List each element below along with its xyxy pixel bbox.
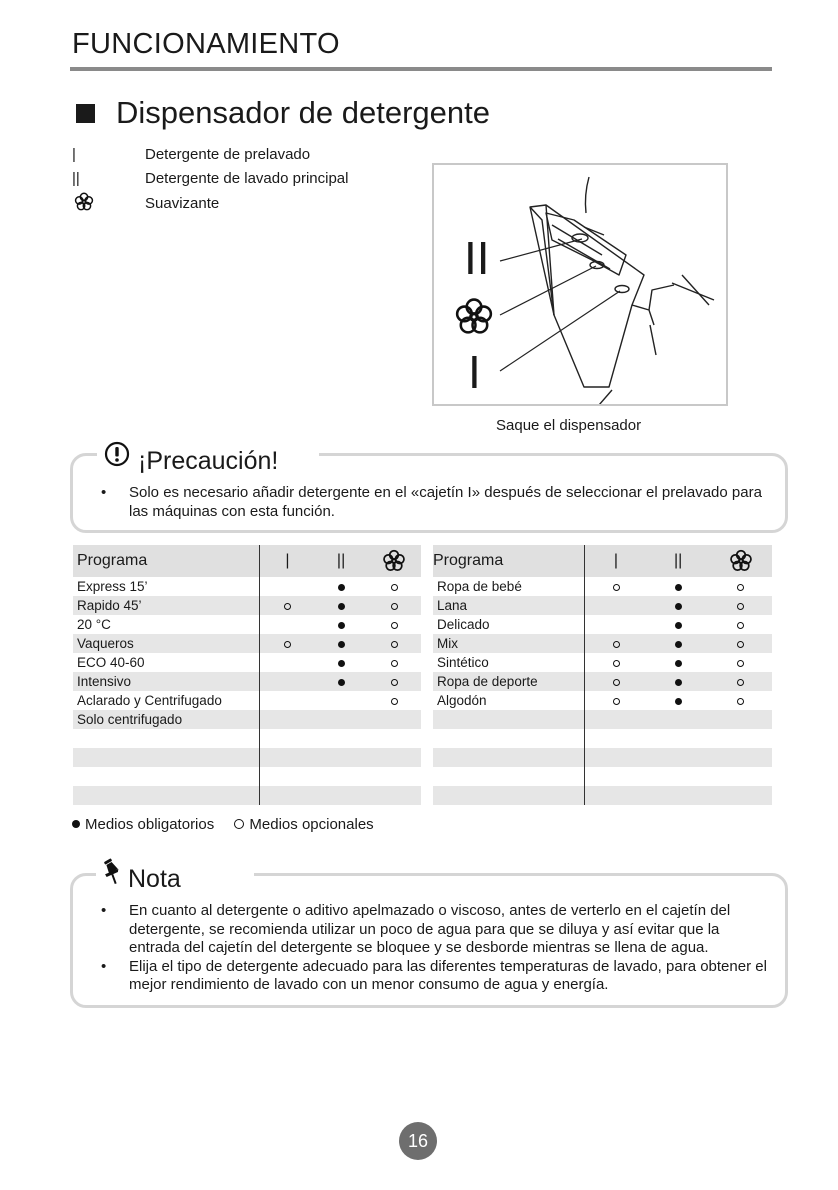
softener-cell xyxy=(368,710,421,729)
program-name xyxy=(73,767,260,786)
mainwash-cell xyxy=(315,615,368,634)
mainwash-cell xyxy=(647,767,710,786)
filled-dot-icon xyxy=(338,679,345,686)
softener-cell xyxy=(368,729,421,748)
softener-cell xyxy=(710,729,772,748)
figure-label-mainwash: II xyxy=(464,232,490,284)
softener-cell xyxy=(710,653,772,672)
empty-circle-icon xyxy=(737,698,744,705)
table-row xyxy=(433,672,772,691)
table-row xyxy=(433,596,772,615)
softener-cell xyxy=(710,672,772,691)
filled-dot-icon xyxy=(72,820,80,828)
program-name xyxy=(433,729,585,748)
filled-dot-icon xyxy=(675,660,682,667)
prewash-cell xyxy=(585,634,647,653)
filled-dot-icon xyxy=(675,584,682,591)
empty-circle-icon xyxy=(737,622,744,629)
program-name xyxy=(433,786,585,805)
figure-flower-icon xyxy=(452,295,496,339)
filled-dot-icon xyxy=(675,698,682,705)
pushpin-icon xyxy=(100,858,124,886)
program-name xyxy=(73,786,260,805)
column-header-softener xyxy=(368,545,421,577)
prewash-cell xyxy=(260,596,315,615)
empty-circle-icon xyxy=(737,641,744,648)
mainwash-cell xyxy=(315,691,368,710)
mainwash-cell xyxy=(315,767,368,786)
mainwash-cell xyxy=(647,634,710,653)
softener-cell xyxy=(368,596,421,615)
flower-icon xyxy=(381,548,407,574)
prewash-cell xyxy=(585,672,647,691)
table-row xyxy=(73,748,421,767)
mainwash-cell xyxy=(315,748,368,767)
softener-cell xyxy=(710,634,772,653)
softener-cell xyxy=(368,672,421,691)
empty-circle-icon xyxy=(391,603,398,610)
mainwash-cell xyxy=(315,729,368,748)
empty-circle-icon xyxy=(613,584,620,591)
softener-cell xyxy=(368,748,421,767)
table-row xyxy=(433,710,772,729)
empty-circle-icon xyxy=(613,698,620,705)
prewash-cell xyxy=(260,729,315,748)
prewash-cell xyxy=(585,615,647,634)
program-name xyxy=(73,748,260,767)
legend-optional: Medios opcionales xyxy=(249,816,374,833)
softener-cell xyxy=(710,596,772,615)
column-header-program: Programa xyxy=(73,545,260,577)
program-name: Delicado xyxy=(437,617,490,632)
note-list xyxy=(70,902,770,995)
empty-circle-icon xyxy=(391,584,398,591)
table-row xyxy=(73,729,421,748)
column-header-prewash: | xyxy=(585,545,647,577)
empty-circle-icon xyxy=(737,603,744,610)
table-row xyxy=(73,596,421,615)
exclamation-circle-icon xyxy=(104,441,130,467)
prewash-cell xyxy=(585,596,647,615)
softener-cell xyxy=(368,767,421,786)
mainwash-cell xyxy=(315,577,368,596)
mainwash-cell xyxy=(647,748,710,767)
mainwash-cell xyxy=(647,672,710,691)
mainwash-cell xyxy=(647,615,710,634)
figure-label-prewash: I xyxy=(468,346,481,398)
mainwash-cell xyxy=(315,596,368,615)
column-header-mainwash: || xyxy=(315,545,368,577)
table-row xyxy=(73,615,421,634)
filled-dot-icon xyxy=(338,641,345,648)
softener-cell xyxy=(710,748,772,767)
prewash-cell xyxy=(260,672,315,691)
empty-circle-icon xyxy=(737,660,744,667)
softener-cell xyxy=(368,577,421,596)
mainwash-cell xyxy=(647,691,710,710)
prewash-cell xyxy=(260,615,315,634)
program-name: Ropa de deporte xyxy=(433,672,585,691)
mainwash-cell xyxy=(315,653,368,672)
note-item: • Elija el tipo de detergente adecuado para las diferentes temperaturas de lavado, para obtener el mejor rendimiento de lavado con un menor consumo de agua y energía. xyxy=(70,958,770,995)
softener-cell xyxy=(368,653,421,672)
mainwash-cell xyxy=(315,672,368,691)
empty-circle-icon xyxy=(613,660,620,667)
program-name: Intensivo xyxy=(73,672,260,691)
page-title: FUNCIONAMIENTO xyxy=(72,28,340,60)
column-header-prewash: | xyxy=(260,545,315,577)
softener-cell xyxy=(368,634,421,653)
filled-dot-icon xyxy=(338,584,345,591)
program-name: Ropa de bebé xyxy=(437,579,522,594)
table-row xyxy=(73,786,421,805)
table-row xyxy=(73,767,421,786)
mainwash-cell xyxy=(647,729,710,748)
program-name: Vaqueros xyxy=(73,634,260,653)
softener-cell xyxy=(710,710,772,729)
legend-label-prewash: Detergente de prelavado xyxy=(145,146,311,163)
note-item: • En cuanto al detergente o aditivo apelmazado o viscoso, antes de verterlo en el cajetín del detergente, se recomienda utilizar un poco de agua para que se diluya y así evitar que la entrada del cajetín del detergente se bloquee y se desborde mientras se llena de agua. xyxy=(70,902,770,958)
softener-cell xyxy=(710,786,772,805)
table-row xyxy=(433,653,772,672)
column-header-program: Programa xyxy=(433,545,585,577)
legend-mandatory: Medios obligatorios xyxy=(85,816,215,833)
filled-dot-icon xyxy=(338,660,345,667)
caution-title: ¡Precaución! xyxy=(138,447,279,475)
prewash-cell xyxy=(585,767,647,786)
table-row xyxy=(433,767,772,786)
program-name: Algodón xyxy=(437,693,487,708)
table-row xyxy=(73,634,421,653)
mainwash-cell xyxy=(647,786,710,805)
prewash-cell xyxy=(585,653,647,672)
softener-cell xyxy=(710,577,772,596)
table-row xyxy=(73,672,421,691)
program-table-right xyxy=(433,545,772,805)
table-row xyxy=(73,710,421,729)
softener-cell xyxy=(368,615,421,634)
prewash-cell xyxy=(260,634,315,653)
filled-dot-icon xyxy=(675,679,682,686)
prewash-cell xyxy=(585,710,647,729)
empty-circle-icon xyxy=(391,698,398,705)
empty-circle-icon xyxy=(391,641,398,648)
program-name xyxy=(433,710,585,729)
mainwash-cell xyxy=(647,577,710,596)
program-name: Lana xyxy=(433,596,585,615)
figure-caption: Saque el dispensador xyxy=(496,417,642,434)
empty-circle-icon xyxy=(613,679,620,686)
mainwash-cell xyxy=(315,710,368,729)
program-name: 20 °C xyxy=(77,617,111,632)
program-table-left xyxy=(73,545,421,805)
table-row xyxy=(433,615,772,634)
caution-item: • Solo es necesario añadir detergente en el «cajetín I» después de seleccionar el prelavado para las máquinas con esta función. xyxy=(70,484,770,521)
prewash-cell xyxy=(260,786,315,805)
prewash-cell xyxy=(260,577,315,596)
prewash-cell xyxy=(585,577,647,596)
page-number: 16 xyxy=(399,1122,437,1160)
empty-circle-icon xyxy=(284,603,291,610)
flower-icon xyxy=(73,191,95,213)
prewash-cell xyxy=(260,748,315,767)
filled-dot-icon xyxy=(675,622,682,629)
legend-symbol-prewash: | xyxy=(72,146,76,163)
program-name: Solo centrifugado xyxy=(73,710,260,729)
prewash-cell xyxy=(260,691,315,710)
legend-symbol-mainwash: || xyxy=(72,170,80,187)
empty-circle-icon xyxy=(613,641,620,648)
empty-circle-icon xyxy=(391,679,398,686)
table-row xyxy=(433,577,772,596)
softener-cell xyxy=(368,786,421,805)
empty-circle-icon xyxy=(284,641,291,648)
empty-circle-icon xyxy=(737,584,744,591)
section-title: Dispensador de detergente xyxy=(116,95,490,130)
dispenser-illustration xyxy=(432,163,728,406)
softener-cell xyxy=(710,615,772,634)
section-bullet-square xyxy=(76,104,95,123)
mainwash-cell xyxy=(647,653,710,672)
title-divider xyxy=(70,67,772,71)
empty-circle-icon xyxy=(391,622,398,629)
table-row xyxy=(73,577,421,596)
prewash-cell xyxy=(260,710,315,729)
table-row xyxy=(73,691,421,710)
legend-label-softener: Suavizante xyxy=(145,195,220,212)
prewash-cell xyxy=(260,767,315,786)
program-name: Rapido 45’ xyxy=(73,596,260,615)
filled-dot-icon xyxy=(338,622,345,629)
empty-circle-icon xyxy=(391,660,398,667)
column-header-softener xyxy=(710,545,772,577)
program-name: ECO 40-60 xyxy=(77,655,145,670)
program-name: Aclarado y Centrifugado xyxy=(77,693,222,708)
table-row xyxy=(433,748,772,767)
note-title: Nota xyxy=(128,865,181,893)
program-name xyxy=(433,767,585,786)
filled-dot-icon xyxy=(338,603,345,610)
table-row xyxy=(433,786,772,805)
mainwash-cell xyxy=(315,786,368,805)
legend-label-mainwash: Detergente de lavado principal xyxy=(145,170,349,187)
prewash-cell xyxy=(260,653,315,672)
empty-circle-icon xyxy=(234,819,244,829)
filled-dot-icon xyxy=(675,641,682,648)
table-row xyxy=(433,729,772,748)
column-header-mainwash: || xyxy=(647,545,710,577)
symbols-legend xyxy=(72,816,374,833)
table-row xyxy=(433,691,772,710)
program-name xyxy=(73,729,260,748)
filled-dot-icon xyxy=(675,603,682,610)
softener-cell xyxy=(368,691,421,710)
prewash-cell xyxy=(585,691,647,710)
prewash-cell xyxy=(585,786,647,805)
softener-cell xyxy=(710,691,772,710)
mainwash-cell xyxy=(647,596,710,615)
mainwash-cell xyxy=(647,710,710,729)
program-name xyxy=(433,748,585,767)
mainwash-cell xyxy=(315,634,368,653)
prewash-cell xyxy=(585,729,647,748)
program-name: Mix xyxy=(433,634,585,653)
empty-circle-icon xyxy=(737,679,744,686)
program-name: Sintético xyxy=(437,655,489,670)
caution-list xyxy=(70,484,770,521)
softener-cell xyxy=(710,767,772,786)
prewash-cell xyxy=(585,748,647,767)
table-row xyxy=(433,634,772,653)
table-row xyxy=(73,653,421,672)
flower-icon xyxy=(728,548,754,574)
program-name: Express 15’ xyxy=(77,579,148,594)
